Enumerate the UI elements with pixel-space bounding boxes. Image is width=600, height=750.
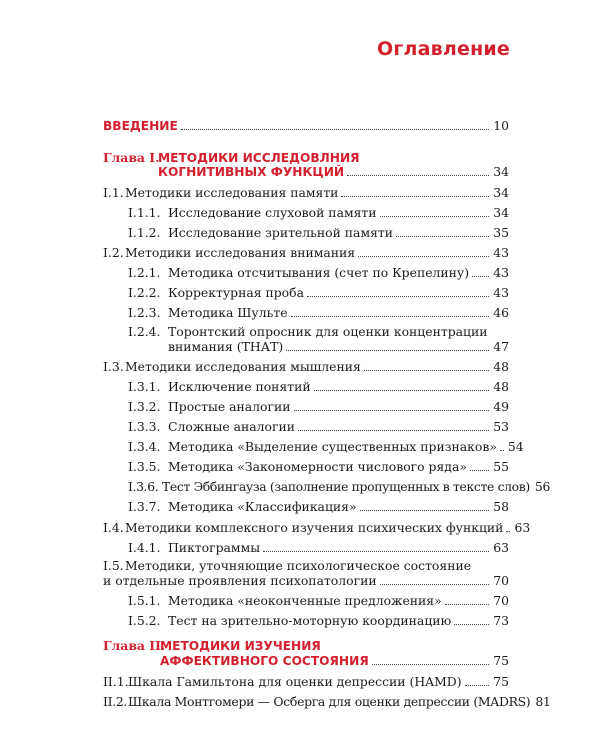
toc-entry-I-3[interactable] — [103, 355, 509, 375]
toc-entry-II-2[interactable] — [103, 690, 551, 710]
toc-entry-chapter-2[interactable] — [160, 649, 509, 669]
dot-leader — [358, 255, 489, 257]
dot-leader — [472, 275, 489, 277]
toc-entry-I-3-6[interactable] — [128, 475, 550, 495]
page-number: 46 — [493, 305, 509, 320]
toc-entry-I-3-1[interactable] — [128, 375, 509, 395]
toc-label: I.2.Методики исследования внимания — [103, 245, 356, 260]
toc-entry-II-1[interactable] — [103, 670, 509, 690]
toc-entry-I-3-5[interactable] — [128, 455, 509, 475]
toc-entry-I-3-2[interactable] — [128, 395, 509, 415]
page-number: 48 — [493, 359, 509, 374]
toc-label: I.5.2. Тест на зрительно-моторную координацию — [128, 613, 452, 628]
chapter-title-line1: МЕТОДИКИ ИЗУЧЕНИЯ — [160, 639, 321, 653]
toc-entry-I-5[interactable] — [103, 569, 509, 589]
page-number: 73 — [493, 613, 509, 628]
dot-leader — [470, 469, 489, 471]
page-number: 43 — [493, 285, 509, 300]
toc-label: I.4.Методики комплексного изучения психических функций — [103, 520, 504, 535]
chapter-number: Глава I. — [103, 150, 160, 165]
dot-leader — [506, 530, 510, 532]
section-number: I.5. — [103, 558, 124, 573]
page-number: 75 — [493, 653, 509, 668]
toc-label: I.5.1. Методика «неоконченные предложения» — [128, 593, 442, 608]
chapter-title-line1: МЕТОДИКИ ИССЛЕДОВЛНИЯ — [158, 151, 360, 165]
toc-label-line2: внимания (ТНАТ) — [168, 339, 284, 354]
page-number: 63 — [514, 520, 531, 535]
dot-leader — [360, 509, 490, 511]
toc-label: I.3.3. Сложные аналогии — [128, 419, 295, 434]
page-number: 34 — [493, 205, 509, 220]
toc-label: I.3.4. Методика «Выделение существенных признаков» — [128, 439, 497, 454]
dot-leader — [364, 369, 489, 371]
dot-leader — [500, 449, 504, 451]
dot-leader — [454, 623, 489, 625]
dot-leader — [286, 349, 489, 351]
toc-label: II.1.Шкала Гамильтона для оценки депрессии (HAMD) — [103, 674, 462, 689]
toc-label: I.2.1. Методика отсчитывания (счет по Крепелину) — [128, 265, 470, 280]
toc-label: I.2.3. Методика Шульте — [128, 305, 288, 320]
chapter-1-heading[interactable] — [103, 150, 360, 166]
dot-leader — [314, 389, 490, 391]
page-number: 48 — [493, 379, 509, 394]
toc-entry-I-2-3[interactable] — [128, 301, 509, 321]
toc-entry-I-2-4[interactable] — [168, 335, 509, 355]
toc-label: I.3.2. Простые аналогии — [128, 399, 291, 414]
page-number: 55 — [493, 459, 509, 474]
toc-label: I.1.1. Исследование слуховой памяти — [128, 205, 377, 220]
page-number: 35 — [493, 225, 509, 240]
page-number: 34 — [493, 164, 509, 179]
toc-label: I.3.1. Исключение понятий — [128, 379, 311, 394]
dot-leader — [347, 174, 489, 176]
toc-label: I.3.Методики исследования мышления — [103, 359, 361, 374]
chapter-title-line2: АФФЕКТИВНОГО СОСТОЯНИЯ — [160, 654, 369, 668]
dot-leader — [181, 128, 489, 130]
dot-leader — [341, 195, 489, 197]
dot-leader — [445, 603, 490, 605]
dot-leader — [263, 550, 489, 552]
dot-leader — [291, 315, 490, 317]
toc-label: ВВЕДЕНИЕ — [103, 119, 178, 133]
toc-entry-I-1-2[interactable] — [128, 221, 509, 241]
toc-label: I.1.Методики исследования памяти — [103, 185, 339, 200]
page-number: 63 — [493, 540, 509, 555]
dot-leader — [307, 295, 489, 297]
dot-leader — [380, 583, 490, 585]
page-number: 43 — [493, 245, 509, 260]
toc-entry-intro[interactable] — [103, 114, 509, 134]
page-title: Оглавление — [377, 38, 510, 60]
toc-label-line2: и отдельные проявления психопатологии — [103, 573, 377, 588]
toc-label: I.3.7. Методика «Классификация» — [128, 499, 357, 514]
page-number: 34 — [493, 185, 509, 200]
toc-entry-I-3-7[interactable] — [128, 495, 509, 515]
page-number: 10 — [493, 118, 509, 133]
toc-entry-I-5-2[interactable] — [128, 609, 509, 629]
dot-leader — [465, 684, 490, 686]
chapter-2-heading[interactable] — [103, 638, 321, 654]
toc-label: Методики, уточняющие психологическое состояние — [125, 558, 472, 573]
page-number: 53 — [493, 419, 509, 434]
chapter-number: Глава II. — [103, 638, 166, 653]
dot-leader — [294, 409, 490, 411]
page-number: 56 — [534, 479, 550, 494]
dot-leader — [298, 429, 489, 431]
toc-label: Торонтский опросник для оценки концентрации — [168, 324, 488, 339]
toc-label: I.3.5. Методика «Закономерности числового ряда» — [128, 459, 467, 474]
toc-entry-I-2[interactable] — [103, 241, 509, 261]
page-number: 58 — [493, 499, 509, 514]
dot-leader — [372, 663, 490, 665]
toc-entry-I-5-1[interactable] — [128, 589, 509, 609]
toc-label: II.2.Шкала Монтгомери — Осберга для оценки депрессии (MADRS) — [103, 694, 531, 709]
page-number: 75 — [493, 674, 509, 689]
toc-entry-I-1[interactable] — [103, 181, 509, 201]
page-number: 43 — [493, 265, 509, 280]
toc-label: I.3.6. Тест Эббингауза (заполнение пропущенных в тексте слов) — [128, 479, 530, 494]
toc-entry-I-4[interactable] — [103, 516, 531, 536]
toc-entry-I-2-2[interactable] — [128, 281, 509, 301]
page-number: 47 — [493, 339, 509, 354]
toc-label: I.1.2. Исследование зрительной памяти — [128, 225, 394, 240]
toc-entry-I-2-1[interactable] — [128, 261, 509, 281]
section-number: I.2.4. — [128, 324, 161, 339]
toc-entry-I-4-1[interactable] — [128, 536, 509, 556]
page-number: 49 — [493, 399, 509, 414]
toc-entry-I-3-4[interactable] — [128, 435, 524, 455]
dot-leader — [396, 235, 489, 237]
page-number: 70 — [493, 593, 509, 608]
dot-leader — [380, 215, 490, 217]
toc-entry-I-1-1[interactable] — [128, 201, 509, 221]
toc-label: I.4.1. Пиктограммы — [128, 540, 261, 555]
toc-label: I.2.2. Корректурная проба — [128, 285, 304, 300]
page-number: 54 — [507, 439, 524, 454]
page-number: 81 — [535, 694, 551, 709]
chapter-title-line2: КОГНИТИВНЫХ ФУНКЦИЙ — [158, 165, 345, 179]
toc-entry-chapter-1[interactable] — [158, 160, 509, 180]
toc-entry-I-3-3[interactable] — [128, 415, 509, 435]
page-number: 70 — [493, 573, 509, 588]
